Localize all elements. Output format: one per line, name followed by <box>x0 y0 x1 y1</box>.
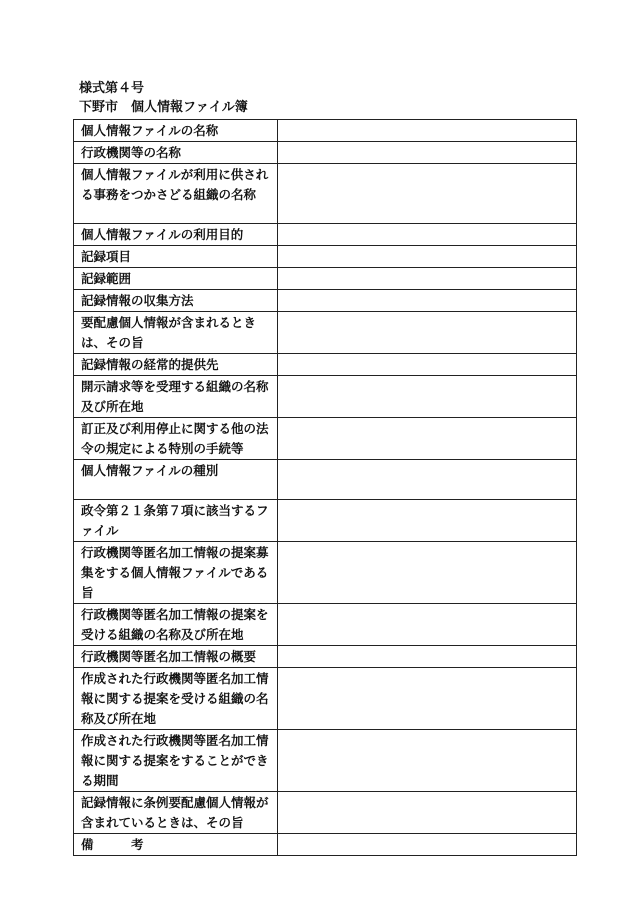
table-row <box>74 542 577 604</box>
row-label-file-name: 個人情報ファイルの名称 <box>74 120 278 142</box>
row-label-created-anonymized-period: 作成された行政機関等匿名加工情報に関する提案をすることができる期間 <box>74 730 278 792</box>
row-value-sensitive-info[interactable] <box>278 312 577 354</box>
row-value-record-scope[interactable] <box>278 268 577 290</box>
table-row <box>74 604 577 646</box>
row-value-anonymized-proposal-office[interactable] <box>278 604 577 646</box>
form-number: 様式第４号 <box>79 81 145 96</box>
table-row <box>74 142 577 164</box>
row-value-collection-method[interactable] <box>278 290 577 312</box>
table-row <box>74 164 577 224</box>
row-label-anonymized-proposal-office: 行政機関等匿名加工情報の提案を受ける組織の名称及び所在地 <box>74 604 278 646</box>
row-label-file-type: 個人情報ファイルの種別 <box>74 460 278 500</box>
row-label-created-anonymized-office: 作成された行政機関等匿名加工情報に関する提案を受ける組織の名称及び所在地 <box>74 668 278 730</box>
row-value-purpose[interactable] <box>278 224 577 246</box>
row-value-created-anonymized-period[interactable] <box>278 730 577 792</box>
row-value-ordinance-sensitive-info[interactable] <box>278 792 577 834</box>
row-label-ordinance-article-21: 政令第２１条第７項に該当するファイル <box>74 500 278 542</box>
row-value-file-type[interactable] <box>278 460 577 500</box>
table-row <box>74 646 577 668</box>
row-label-special-procedures: 訂正及び利用停止に関する他の法令の規定による特別の手続等 <box>74 418 278 460</box>
table-row <box>74 376 577 418</box>
row-value-special-procedures[interactable] <box>278 418 577 460</box>
row-value-responsible-organization[interactable] <box>278 164 577 224</box>
table-row <box>74 268 577 290</box>
row-value-disclosure-office[interactable] <box>278 376 577 418</box>
personal-info-file-ledger-table <box>73 119 577 856</box>
row-value-ordinance-article-21[interactable] <box>278 500 577 542</box>
row-value-agency-name[interactable] <box>278 142 577 164</box>
row-value-remarks[interactable] <box>278 834 577 856</box>
table-row <box>74 460 577 500</box>
row-label-anonymized-proposal-invitation: 行政機関等匿名加工情報の提案募集をする個人情報ファイルである旨 <box>74 542 278 604</box>
table-row <box>74 418 577 460</box>
row-label-regular-recipients: 記録情報の経常的提供先 <box>74 354 278 376</box>
row-value-created-anonymized-office[interactable] <box>278 668 577 730</box>
table-row <box>74 246 577 268</box>
row-label-disclosure-office: 開示請求等を受理する組織の名称及び所在地 <box>74 376 278 418</box>
row-value-anonymized-proposal-invitation[interactable] <box>278 542 577 604</box>
table-row <box>74 354 577 376</box>
row-label-collection-method: 記録情報の収集方法 <box>74 290 278 312</box>
row-value-file-name[interactable] <box>278 120 577 142</box>
row-value-anonymized-summary[interactable] <box>278 646 577 668</box>
form-title: 下野市 個人情報ファイル簿 <box>79 100 248 115</box>
table-row <box>74 792 577 834</box>
row-label-record-items: 記録項目 <box>74 246 278 268</box>
table-row <box>74 312 577 354</box>
row-label-sensitive-info: 要配慮個人情報が含まれるときは、その旨 <box>74 312 278 354</box>
table-row <box>74 120 577 142</box>
row-label-responsible-organization: 個人情報ファイルが利用に供される事務をつかさどる組織の名称 <box>74 164 278 224</box>
table-row <box>74 500 577 542</box>
row-label-ordinance-sensitive-info: 記録情報に条例要配慮個人情報が含まれているときは、その旨 <box>74 792 278 834</box>
row-value-record-items[interactable] <box>278 246 577 268</box>
row-label-remarks: 備 考 <box>74 834 278 856</box>
row-label-agency-name: 行政機関等の名称 <box>74 142 278 164</box>
table-row <box>74 834 577 856</box>
table-row <box>74 730 577 792</box>
row-label-purpose: 個人情報ファイルの利用目的 <box>74 224 278 246</box>
table-row <box>74 290 577 312</box>
row-value-regular-recipients[interactable] <box>278 354 577 376</box>
row-label-record-scope: 記録範囲 <box>74 268 278 290</box>
row-label-anonymized-summary: 行政機関等匿名加工情報の概要 <box>74 646 278 668</box>
table-row <box>74 668 577 730</box>
table-row <box>74 224 577 246</box>
